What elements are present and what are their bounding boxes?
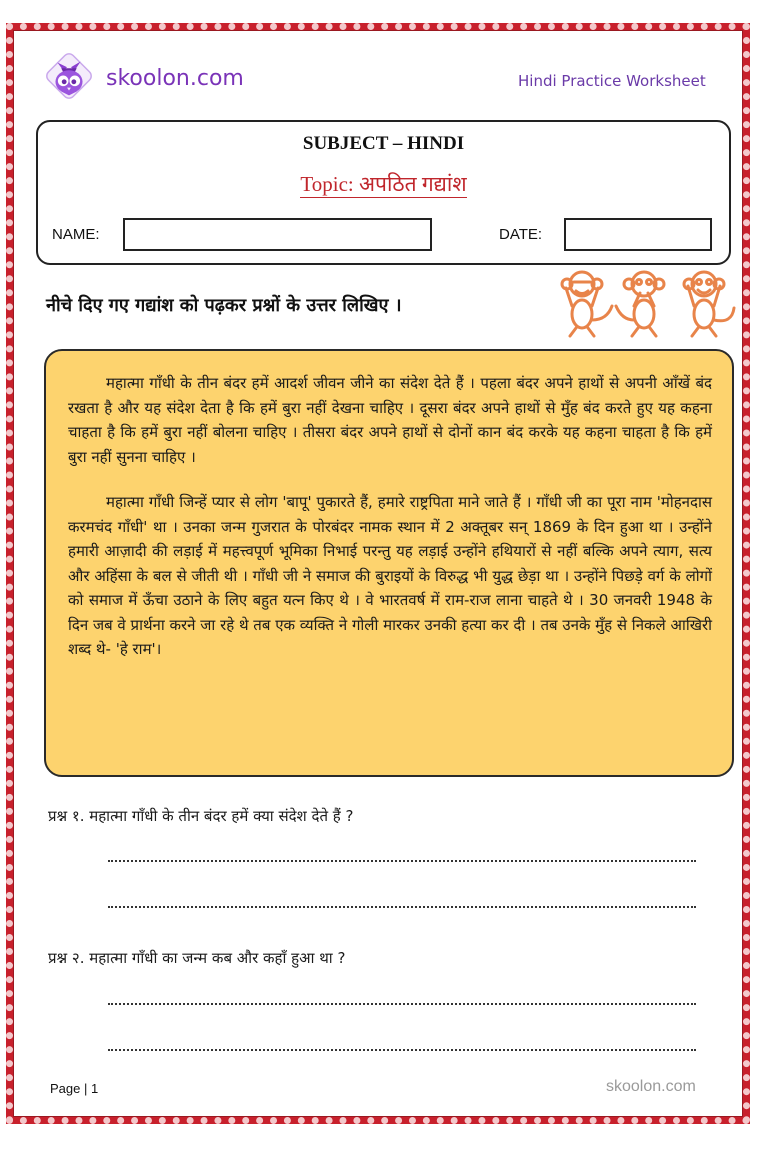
answer-line[interactable] bbox=[108, 1049, 696, 1051]
topic-heading bbox=[38, 170, 729, 198]
owl-logo-icon bbox=[40, 47, 98, 105]
date-field[interactable] bbox=[564, 218, 712, 251]
brand-name: skoolon.com bbox=[106, 66, 244, 91]
date-label: DATE: bbox=[499, 226, 543, 243]
three-wise-monkeys-icon bbox=[552, 266, 738, 342]
passage-panel bbox=[44, 349, 734, 777]
info-box bbox=[36, 120, 731, 265]
passage-paragraph: महात्मा गाँधी जिन्हें प्यार से लोग 'बापू' पुकारते हैं, हमारे राष्ट्रपिता माने जाते हैं । गाँधी जी का पूरा नाम 'मोहनदास करमचंद गाँधी' था । उनका जन्म गुजरात के पोरबंदर नामक स्थान में 2 अक्तूबर सन् 1869 के दिन हुआ था । उन्होंने हमारी आज़ादी की लड़ाई में महत्त्वपूर्ण भूमिका निभाई परन्तु यह लड़ाई उन्होंने हथियारों से नहीं बल्कि अपने त्याग, सत्य और अहिंसा के बल से जीती थी । गाँधी जी ने समाज की बुराइयों के विरुद्ध भी युद्ध छेड़ा था । उन्होंने पिछड़े वर्ग के लोगों को समाज में ऊँचा उठाने के लिए बहुत यत्न किए थे । वे भारतवर्ष में राम-राज लाना चाहते थे । 30 जनवरी 1948 के दिन जब वे प्रार्थना करने जा रहे थे तब एक व्यक्ति ने गोली मारकर उनकी हत्या कर दी । तब उनके मुँह से निकले आखिरी शब्द थे- 'हे राम'। bbox=[68, 493, 712, 658]
answer-line[interactable] bbox=[108, 906, 696, 908]
name-label: NAME: bbox=[52, 226, 100, 243]
page-number: Page | 1 bbox=[50, 1081, 99, 1096]
footer-brand: skoolon.com bbox=[606, 1078, 696, 1095]
name-field[interactable] bbox=[123, 218, 432, 251]
instruction-text: नीचे दिए गए गद्यांश को पढ़कर प्रश्नों के उत्तर लिखिए । bbox=[46, 295, 402, 316]
answer-line[interactable] bbox=[108, 1003, 696, 1005]
topic-text: Topic: अपठित गद्यांश bbox=[300, 172, 467, 196]
question-2: प्रश्न २. महात्मा गाँधी का जन्म कब और कहाँ हुआ था ? bbox=[48, 949, 346, 967]
subject-heading: SUBJECT – HINDI bbox=[302, 133, 465, 154]
question-1: प्रश्न १. महात्मा गाँधी के तीन बंदर हमें क्या संदेश देते हैं ? bbox=[48, 807, 354, 825]
answer-line[interactable] bbox=[108, 860, 696, 862]
passage-paragraph: महात्मा गाँधी के तीन बंदर हमें आदर्श जीवन जीने का संदेश देते हैं । पहला बंदर अपने हाथों से अपनी आँखें बंद रखता है और यह संदेश देता है कि हमें बुरा नहीं देखना चाहिए । दूसरा बंदर अपने हाथों से मुँह बंद करते हुए यह कहना चाहता है कि हमें बुरा नहीं बोलना चाहिए । तीसरा बंदर अपने हाथों से दोनों कान बंद करके यह कहना चाहता है कि हमें बुरा नहीं सुनना चाहिए । bbox=[68, 374, 712, 466]
worksheet-title: Hindi Practice Worksheet bbox=[518, 72, 706, 90]
